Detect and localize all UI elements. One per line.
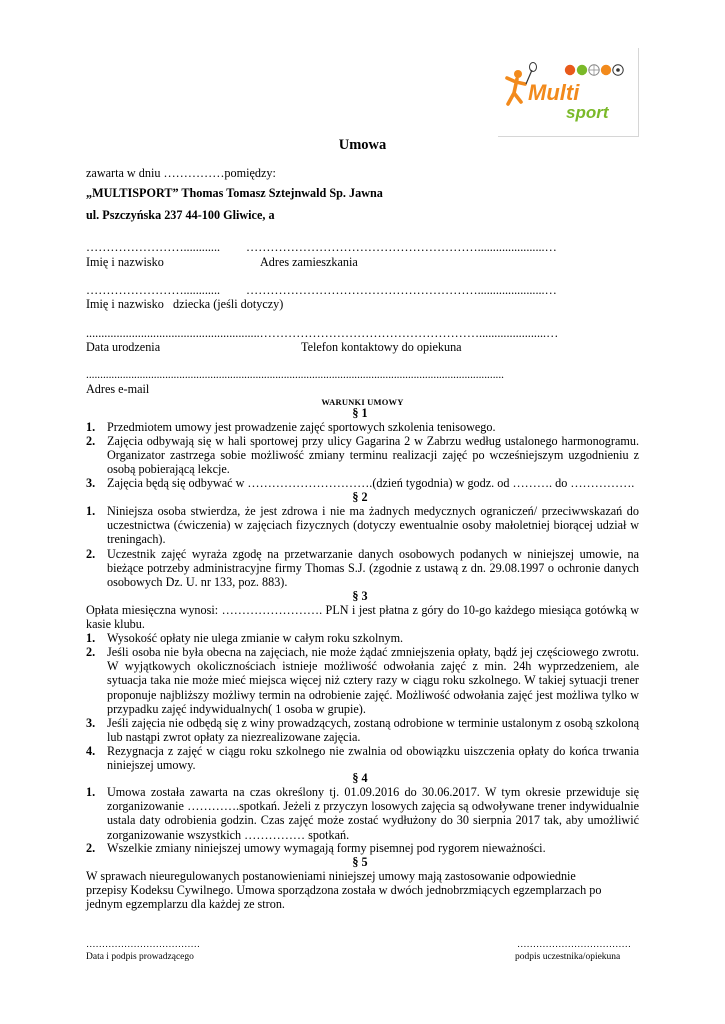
s3-item-2-text: Jeśli osoba nie była obecna na zajęciach, nie może żądać zmniejszenia opłaty, bądź jej częściowego zwrotu. W wyjątkowych okolicznościach istnieje możliwość odwołania zajęć z min. 24h wyprzedzeniem, ale sytuacja taka nie może mieć miejsca więcej niż cztery razy w ciągu roku szkolnego. W takiej sytuacji trener proponuje najbliższy możliwy termin na odrobienie zajęć. Możliwość odwołania zajęć jest możliwa tylko w przypadku zajęć indywidualnych( 1 osoba w grupie).: [107, 645, 639, 716]
s1-item-1: [86, 420, 639, 434]
s1-item-2-text: Zajęcia odbywają się w hali sportowej przy ulicy Gagarina 2 w Zabrzu według ustalonego harmonogramu. Organizator zastrzega sobie możliwość zmiany terminu realizacji zajęć po wcześniejszym uzgodnieniu z osobą pobierającą lekcje.: [107, 434, 639, 477]
logo-text-sport: sport: [566, 103, 609, 122]
s3-item-1: [86, 631, 639, 645]
s4-item-2-number: 2.: [86, 841, 96, 855]
s3-item-4-number: 4.: [86, 744, 96, 758]
signature-left-dots: ………………………………: [86, 940, 200, 950]
s3-fee-intro: Opłata miesięczna wynosi: ……………………. PLN i jest płatna z góry do 10-go każdego miesiąca gotówką w kasie klubu.: [86, 603, 639, 632]
label-email: Adres e-mail: [86, 382, 150, 396]
field-email-dots: ....................................................................................................................................................: [86, 369, 504, 381]
s3-item-4-text: Rezygnacja z zajęć w ciągu roku szkolnego nie zwalnia od obowiązku uiszczenia opłaty do końca trwania niniejszej umowy.: [107, 744, 639, 773]
s2-item-1-number: 1.: [86, 504, 96, 518]
document-title: Umowa: [338, 137, 387, 153]
section-2-heading: § 2: [352, 490, 368, 504]
company-address: ul. Pszczyńska 237 44-100 Gliwice, a: [86, 208, 275, 222]
s3-item-1-text: Wysokość opłaty nie ulega zmianie w całym roku szkolnym.: [107, 631, 404, 645]
logo-text-multi: Multi: [528, 80, 580, 105]
signature-right-label: podpis uczestnika/opiekuna: [515, 952, 621, 962]
label-guardian-phone: Telefon kontaktowy do opiekuna: [301, 340, 462, 354]
company-name: „MULTISPORT” Thomas Tomasz Sztejnwald Sp. Jawna: [86, 186, 383, 200]
s1-item-1-number: 1.: [86, 420, 96, 434]
logo-graphic: [498, 48, 638, 136]
s4-item-2: [86, 841, 639, 855]
s1-item-2-number: 2.: [86, 434, 96, 448]
s1-item-2: [86, 434, 639, 477]
signature-left-label: Data i podpis prowadzącego: [86, 952, 194, 962]
s2-item-2: [86, 547, 639, 590]
s4-item-2-text: Wszelkie zmiany niniejszej umowy wymagają formy pisemnej pod rygorem nieważności.: [107, 841, 546, 855]
s2-item-2-text: Uczestnik zajęć wyraża zgodę na przetwarzanie danych osobowych podanych w niniejszej umowie, na bieżące potrzeby administracyjne firmy Thomas S.J. (zgodnie z ustawą z dn. 29.08.1997 o ochronie danych osobowych Dz. U. nr 133, poz. 883).: [107, 547, 639, 590]
s3-item-1-number: 1.: [86, 631, 96, 645]
s2-item-1-text: Niniejsza osoba stwierdza, że jest zdrowa i nie ma żadnych medycznych ograniczeń/ przeciwwskazań do uczestnictwa (ćwiczenia) w zajęciach fizycznych (dotyczy ewentualnie osoby małoletniej biorącej udział w treningach).: [107, 504, 639, 547]
field-child-name-dots: ……………………............: [86, 283, 221, 297]
s3-item-3: [86, 716, 639, 744]
multisport-logo: [498, 48, 639, 137]
s3-item-3-text: Jeśli zajęcia nie odbędą się z winy prowadzących, zostaną odrobione w terminie ustalonym z osobą szkoloną lub nastąpi zwrot opłaty za niezrealizowane zajęcia.: [107, 716, 639, 745]
s1-item-3: [86, 476, 639, 490]
section-3-heading: § 3: [352, 589, 368, 603]
s5-text: W sprawach nieuregulowanych postanowieniami niniejszej umowy mają zastosowanie odpowiednie przepisy Kodeksu Cywilnego. Umowa sporządzona została w dwóch jednobrzmiących egzemplarzach po jednym egzemplarzu dla każdej ze stron.: [86, 869, 602, 912]
s3-item-3-number: 3.: [86, 716, 96, 730]
s1-item-3-number: 3.: [86, 476, 96, 490]
field-name-dots: ……………………............: [86, 240, 221, 254]
s3-item-2: [86, 645, 639, 716]
s4-item-1-number: 1.: [86, 785, 96, 799]
field-birthdate-phone-dots: .........................................................………………………………………………......................…: [86, 326, 559, 340]
label-child-name: Imię i nazwisko dziecka (jeśli dotyczy): [86, 297, 284, 311]
section-5-heading: § 5: [352, 855, 368, 869]
field-child-extra-dots: …………………………………………………......................…: [246, 283, 557, 297]
label-birthdate: Data urodzenia: [86, 340, 161, 354]
intro-date-line: zawarta w dniu ……………pomiędzy:: [86, 166, 276, 180]
label-address: Adres zamieszkania: [260, 255, 358, 269]
s4-item-1-text: Umowa została zawarta na czas określony tj. 01.09.2016 do 30.06.2017. W tym okresie przewiduje się zorganizowanie ………….spotkań. Jeżeli z przyczyn losowych zajęcia są odwoływane trener indywidualnie ustala daty odrobienia godzin. Czas zajęć może zostać wydłużony do 30 sierpnia 2017 tak, aby umożliwić zorganizowanie wszystkich …………… spotkań.: [107, 785, 639, 842]
s3-item-2-number: 2.: [86, 645, 96, 659]
field-address-dots: …………………………………………………......................…: [246, 240, 557, 254]
s2-item-2-number: 2.: [86, 547, 96, 561]
conditions-heading: WARUNKI UMOWY: [321, 397, 404, 407]
signature-right-dots: ………………………………: [517, 940, 631, 950]
s1-item-1-text: Przedmiotem umowy jest prowadzenie zajęć sportowych szkolenia tenisowego.: [107, 420, 496, 434]
label-full-name: Imię i nazwisko: [86, 255, 164, 269]
s3-item-4: [86, 744, 639, 772]
s4-item-1: [86, 785, 639, 842]
section-4-heading: § 4: [352, 771, 368, 785]
s2-item-1: [86, 504, 639, 547]
section-1-heading: § 1: [352, 406, 368, 420]
s1-item-3-text: Zajęcia będą się odbywać w ………………………….(dzień tygodnia) w godz. od ………. do …………….: [107, 476, 635, 490]
